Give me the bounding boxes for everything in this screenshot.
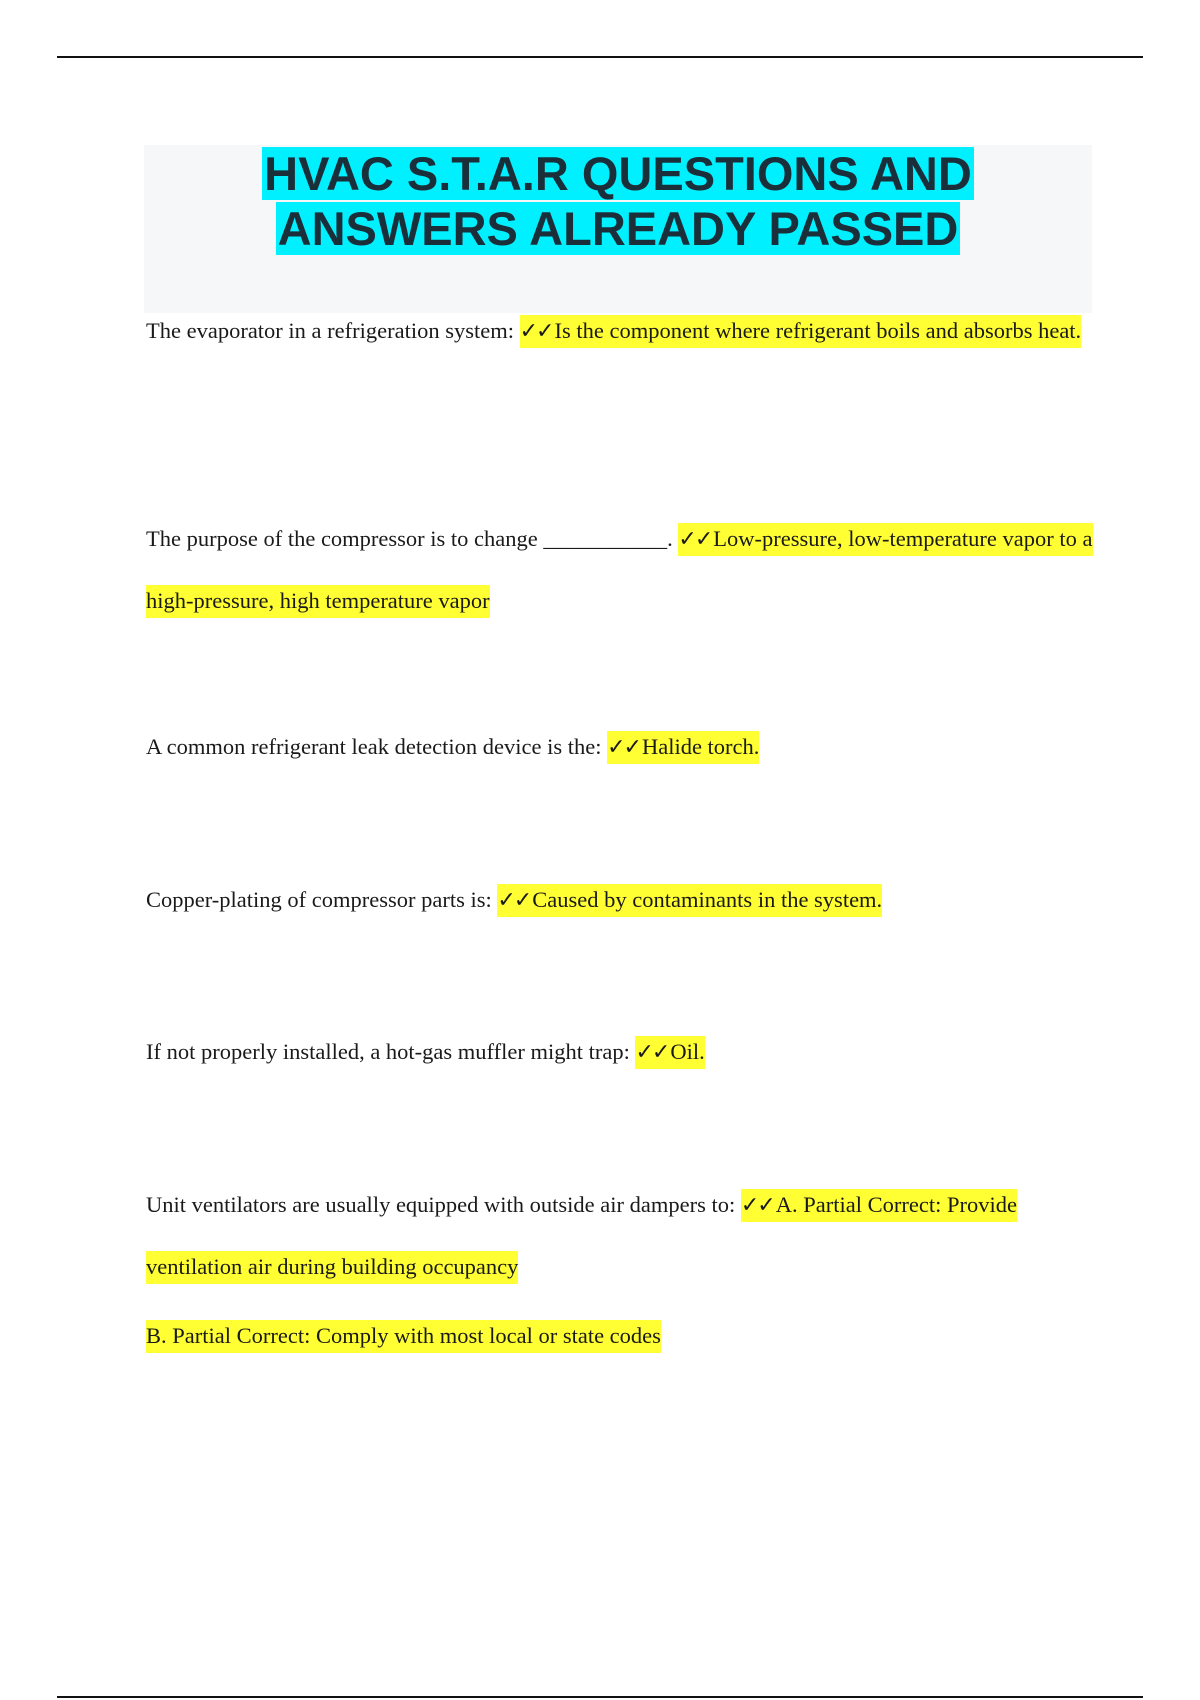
check-icon: ✓✓ xyxy=(497,888,531,913)
check-icon: ✓✓ xyxy=(740,1193,774,1218)
answer-text: Caused by contaminants in the system. xyxy=(532,887,883,912)
check-icon: ✓✓ xyxy=(635,1040,669,1065)
answer-highlight xyxy=(635,1036,704,1069)
qa-item-3 xyxy=(146,716,1096,778)
answer-text: Oil. xyxy=(670,1039,705,1064)
check-icon: ✓✓ xyxy=(519,319,553,344)
qa-item-1 xyxy=(146,300,1096,362)
answer-extra-text: B. Partial Correct: Comply with most local or state codes xyxy=(146,1320,661,1353)
page-title xyxy=(144,146,1092,256)
qa-item-4 xyxy=(146,869,1096,931)
answer-highlight xyxy=(497,884,882,917)
title-line-1: HVAC S.T.A.R QUESTIONS AND xyxy=(264,147,972,200)
answer-text: Halide torch. xyxy=(641,734,760,759)
top-rule xyxy=(57,56,1143,58)
question-text: A common refrigerant leak detection device is the: xyxy=(146,734,608,759)
question-text: The purpose of the compressor is to change ___________. xyxy=(146,526,679,551)
question-text: Copper-plating of compressor parts is: xyxy=(146,887,498,912)
answer-text: Low-pressure, low-temperature vapor to a high-pressure, high temperature vapor xyxy=(146,526,1093,613)
question-text: The evaporator in a refrigeration system: xyxy=(146,318,520,343)
answer-highlight xyxy=(607,731,759,764)
title-line-2: ANSWERS ALREADY PASSED xyxy=(277,202,959,255)
question-text: If not properly installed, a hot-gas muffler might trap: xyxy=(146,1039,636,1064)
qa-item-2 xyxy=(146,508,1096,631)
bottom-rule xyxy=(57,1696,1143,1698)
check-icon: ✓✓ xyxy=(607,735,640,760)
qa-item-6-continuation xyxy=(146,1305,1096,1366)
answer-highlight xyxy=(520,315,1082,348)
qa-item-6 xyxy=(146,1174,1096,1297)
question-text: Unit ventilators are usually equipped with outside air dampers to: xyxy=(146,1192,741,1217)
answer-text: A. Partial Correct: Provide ventilation air during building occupancy xyxy=(146,1192,1017,1279)
check-icon: ✓✓ xyxy=(678,527,712,552)
qa-item-5 xyxy=(146,1021,1096,1083)
answer-text: Is the component where refrigerant boils and absorbs heat. xyxy=(554,318,1082,343)
